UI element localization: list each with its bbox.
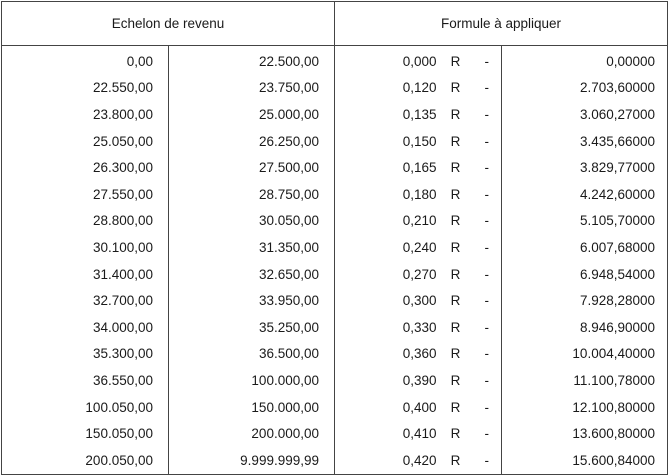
deduction-cell: 6.007,68000 [502, 234, 668, 261]
deduction-cell: 8.946,90000 [502, 314, 668, 341]
table-row [2, 181, 668, 208]
bracket-to-cell: 22.500,00 [169, 46, 335, 75]
variable-cell: R [450, 80, 461, 96]
table-row [2, 287, 668, 314]
rate-cell: 0,410 [402, 426, 437, 442]
bracket-to-cell: 9.999.999,99 [169, 447, 335, 474]
bracket-to-cell: 200.000,00 [169, 420, 335, 447]
bracket-to-cell: 100.000,00 [169, 367, 335, 394]
rate-cell: 0,150 [402, 133, 437, 149]
table-row [2, 447, 668, 474]
operator-cell: - [473, 341, 502, 368]
operator-cell: - [473, 234, 502, 261]
rate-cell: 0,000 [402, 53, 437, 69]
bracket-from-cell: 28.800,00 [2, 208, 169, 235]
deduction-cell: 5.105,70000 [502, 208, 668, 235]
variable-cell: R [450, 372, 461, 388]
bracket-from-cell: 23.800,00 [2, 101, 169, 128]
table-row [2, 128, 668, 155]
bracket-from-cell: 30.100,00 [2, 234, 169, 261]
rate-cell: 0,420 [335, 447, 439, 474]
bracket-from-cell: 27.550,00 [2, 181, 169, 208]
deduction-cell: 4.242,60000 [502, 181, 668, 208]
deduction-cell: 12.100,80000 [502, 394, 668, 421]
bracket-from-cell: 26.300,00 [2, 154, 169, 181]
variable-cell: R [450, 133, 461, 149]
table-row [2, 75, 668, 102]
operator-cell: - [473, 420, 502, 447]
income-bracket-header: Echelon de revenu [2, 2, 335, 46]
table-row [2, 394, 668, 421]
operator-cell: - [473, 128, 502, 155]
bracket-to-cell: 26.250,00 [169, 128, 335, 155]
variable-cell: R [450, 266, 461, 282]
bracket-to-cell: 33.950,00 [169, 287, 335, 314]
bracket-from-cell: 36.550,00 [2, 367, 169, 394]
bracket-from-cell: 25.050,00 [2, 128, 169, 155]
bracket-from-cell: 0,00 [2, 46, 169, 75]
table-row [2, 261, 668, 288]
deduction-cell: 11.100,78000 [502, 367, 668, 394]
table-row [2, 46, 668, 75]
variable-cell: R [450, 426, 461, 442]
bracket-to-cell: 27.500,00 [169, 154, 335, 181]
variable-cell: R [450, 186, 461, 202]
operator-cell: - [473, 261, 502, 288]
rate-cell: 0,360 [402, 346, 437, 362]
bracket-from-cell: 31.400,00 [2, 261, 169, 288]
operator-cell: - [473, 101, 502, 128]
variable-cell: R [450, 106, 461, 122]
deduction-cell: 7.928,28000 [502, 287, 668, 314]
rate-cell: 0,240 [402, 239, 437, 255]
table-row [2, 154, 668, 181]
bracket-to-cell: 23.750,00 [169, 75, 335, 102]
bracket-to-cell: 30.050,00 [169, 208, 335, 235]
deduction-cell: 0,00000 [502, 46, 668, 75]
deduction-cell: 10.004,40000 [502, 341, 668, 368]
deduction-cell: 6.948,54000 [502, 261, 668, 288]
rate-cell: 0,120 [402, 80, 437, 96]
variable-cell: R [450, 213, 461, 229]
deduction-cell: 15.600,84000 [502, 447, 668, 474]
rate-cell: 0,135 [402, 106, 437, 122]
income-bracket-table [1, 1, 668, 475]
deduction-cell: 13.600,80000 [502, 420, 668, 447]
rate-cell: 0,180 [402, 186, 437, 202]
bracket-from-cell: 100.050,00 [2, 394, 169, 421]
deduction-cell: 3.829,77000 [502, 154, 668, 181]
variable-cell: R [450, 160, 461, 176]
rate-cell: 0,400 [402, 399, 437, 415]
rate-cell: 0,165 [402, 160, 437, 176]
table-header-row [2, 2, 668, 46]
variable-cell: R [439, 447, 473, 474]
variable-cell: R [450, 293, 461, 309]
table-row [2, 314, 668, 341]
table-row [2, 341, 668, 368]
rate-cell: 0,210 [402, 213, 437, 229]
bracket-from-cell: 200.050,00 [2, 447, 169, 474]
operator-cell: - [473, 367, 502, 394]
variable-cell: R [450, 53, 461, 69]
rate-cell: 0,390 [402, 372, 437, 388]
bracket-from-cell: 22.550,00 [2, 75, 169, 102]
deduction-cell: 3.435,66000 [502, 128, 668, 155]
table-row [2, 101, 668, 128]
rate-cell: 0,330 [402, 319, 437, 335]
operator-cell: - [473, 181, 502, 208]
rate-cell: 0,270 [402, 266, 437, 282]
bracket-from-cell: 150.050,00 [2, 420, 169, 447]
bracket-to-cell: 31.350,00 [169, 234, 335, 261]
variable-cell: R [450, 346, 461, 362]
operator-cell: - [473, 75, 502, 102]
bracket-from-cell: 34.000,00 [2, 314, 169, 341]
deduction-cell: 3.060,27000 [502, 101, 668, 128]
operator-cell: - [473, 394, 502, 421]
table-row [2, 234, 668, 261]
table-row [2, 420, 668, 447]
bracket-to-cell: 150.000,00 [169, 394, 335, 421]
bracket-to-cell: 28.750,00 [169, 181, 335, 208]
bracket-to-cell: 35.250,00 [169, 314, 335, 341]
operator-cell: - [473, 154, 502, 181]
bracket-from-cell: 32.700,00 [2, 287, 169, 314]
table-row [2, 367, 668, 394]
table-row [2, 208, 668, 235]
operator-cell: - [473, 447, 502, 474]
variable-cell: R [450, 239, 461, 255]
formula-header: Formule à appliquer [335, 2, 668, 46]
rate-cell: 0,300 [402, 293, 437, 309]
bracket-to-cell: 36.500,00 [169, 341, 335, 368]
bracket-from-cell: 35.300,00 [2, 341, 169, 368]
operator-cell: - [473, 46, 502, 75]
operator-cell: - [473, 287, 502, 314]
deduction-cell: 2.703,60000 [502, 75, 668, 102]
variable-cell: R [450, 399, 461, 415]
bracket-to-cell: 25.000,00 [169, 101, 335, 128]
operator-cell: - [473, 208, 502, 235]
operator-cell: - [473, 314, 502, 341]
variable-cell: R [450, 319, 461, 335]
bracket-to-cell: 32.650,00 [169, 261, 335, 288]
